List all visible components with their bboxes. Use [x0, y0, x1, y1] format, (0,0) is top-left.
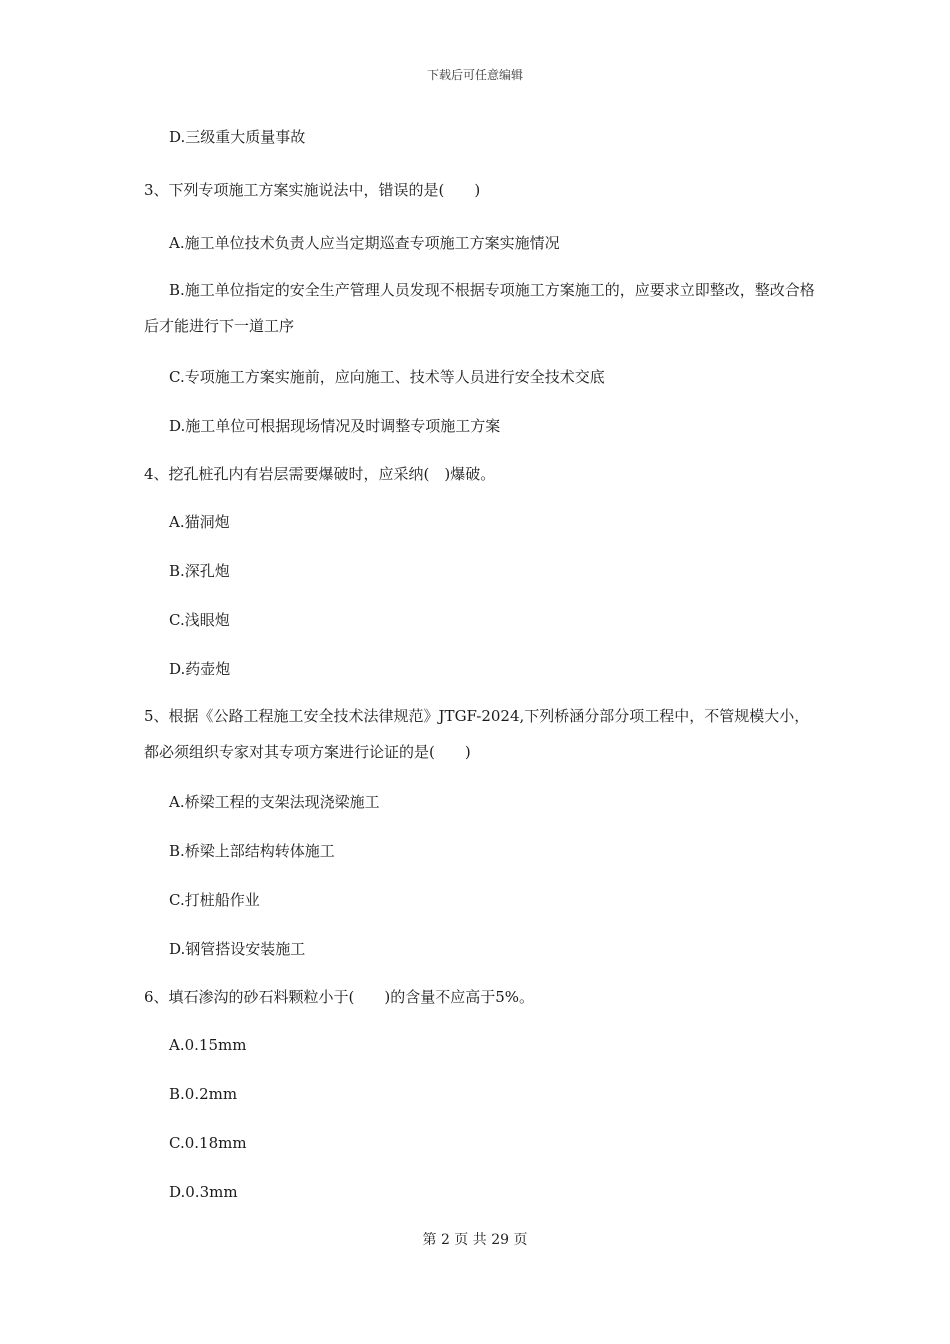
option-item: A.桥梁工程的支架法现浇梁施工 [169, 793, 380, 811]
option-item: D.药壶炮 [169, 660, 231, 678]
question-stem: 6、填石渗沟的砂石料颗粒小于( )的含量不应高于5%。 [144, 988, 535, 1006]
option-item: B.0.2mm [169, 1085, 238, 1103]
question-list [144, 124, 816, 1205]
option-item: B.桥梁上部结构转体施工 [169, 842, 335, 860]
option-item: A.施工单位技术负责人应当定期巡查专项施工方案实施情况 [169, 234, 560, 252]
option-item: C.浅眼炮 [169, 611, 230, 629]
option-item: D.三级重大质量事故 [169, 128, 306, 146]
header-note: 下载后可任意编辑 [426, 68, 523, 82]
option-item: B.深孔炮 [169, 562, 230, 580]
option-item: B.施工单位指定的安全生产管理人员发现不根据专项施工方案施工的，应要求立即整改，整改合格后才能进行下一道工序 [144, 281, 815, 335]
option-item: C.0.18mm [169, 1134, 247, 1152]
option-item: D.0.3mm [169, 1183, 238, 1201]
option-item: C.专项施工方案实施前，应向施工、技术等人员进行安全技术交底 [169, 368, 605, 386]
question-stem: 4、挖孔桩孔内有岩层需要爆破时，应采纳( )爆破。 [144, 465, 496, 483]
option-item: A.0.15mm [169, 1036, 247, 1054]
option-item: D.施工单位可根据现场情况及时调整专项施工方案 [169, 417, 501, 435]
option-item: A.猫洞炮 [169, 513, 230, 531]
option-item: D.钢管搭设安装施工 [169, 940, 306, 958]
option-item: C.打桩船作业 [169, 891, 260, 909]
question-stem: 5、根据《公路工程施工安全技术法律规范》JTGF-2024,下列桥涵分部分项工程中，不管规模大小，都必须组织专家对其专项方案进行论证的是( ) [144, 707, 810, 761]
question-stem: 3、下列专项施工方案实施说法中，错误的是( ) [144, 181, 481, 199]
page-footer: 第 2 页 共 29 页 [422, 1232, 528, 1248]
